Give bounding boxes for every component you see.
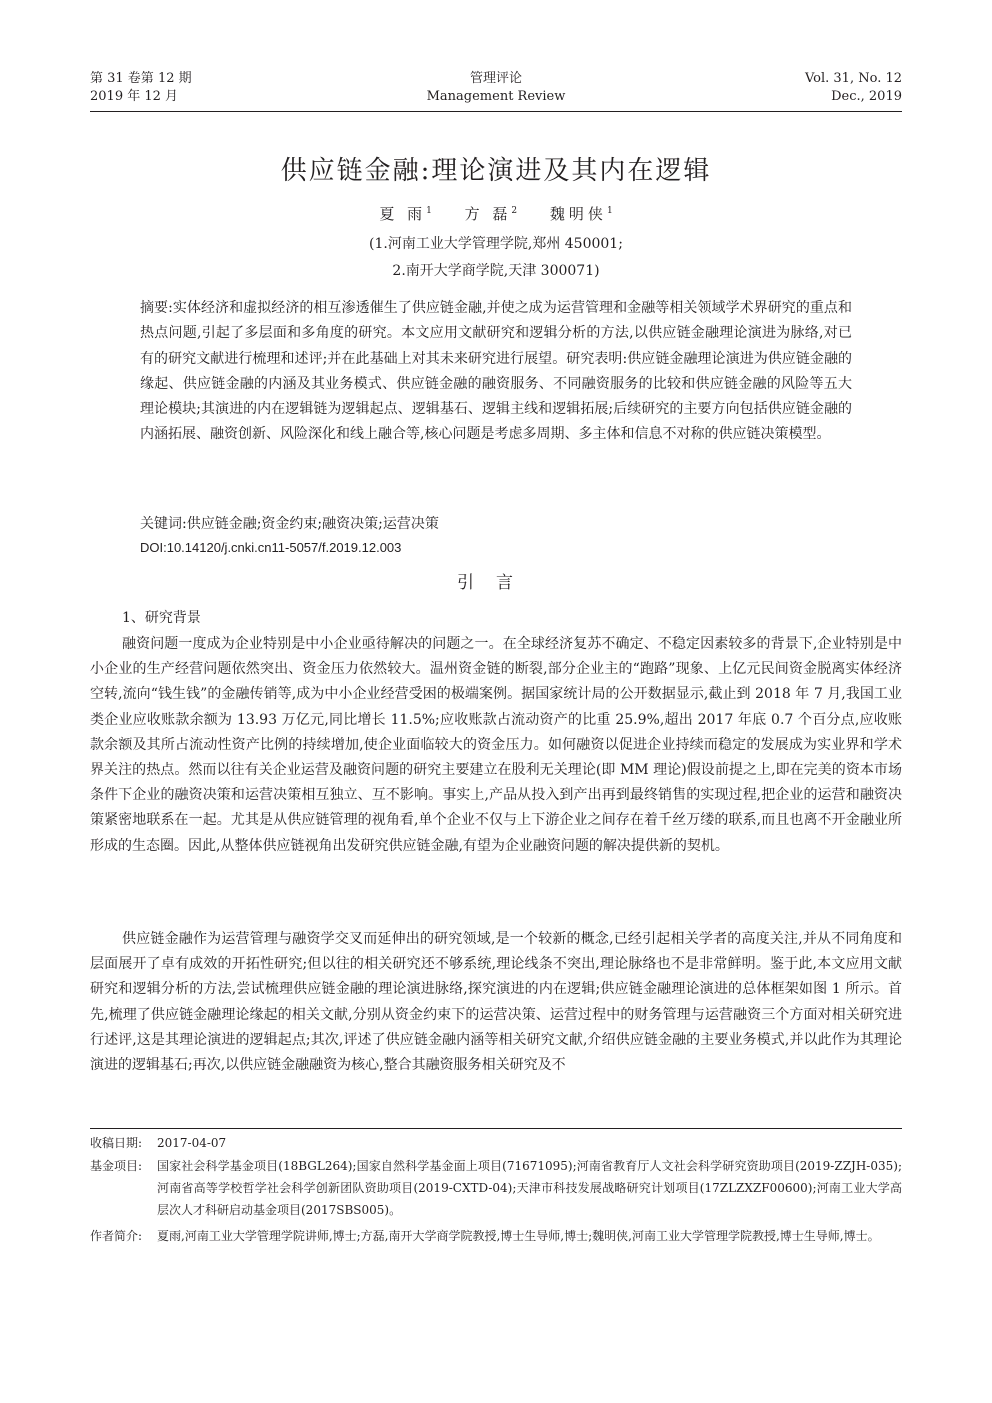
date-cn: 2019 年 12 月 xyxy=(90,89,179,104)
footnote-label: 收稿日期: xyxy=(90,1136,143,1150)
section-heading: 引言 xyxy=(457,573,535,593)
author: 方 磊$^2$ xyxy=(464,205,518,223)
body-paragraph: 供应链金融作为运营管理与融资学交叉而延伸出的研究领域,是一个较新的概念,已经引起相关学者的高度关注,并从不同角度和层面展开了卓有成效的开拓性研究;但以往的相关研究还不够系统,理论线条不突出,理论脉络也不是非常鲜明。鉴于此,本文应用文献研究和逻辑分析的方法,尝试梳理供应链金融的理论演进脉络,探究演进的内在逻辑;供应链金融理论演进的总体框架如图 1 所示。首先,梳理了供应链金融理论缘起的相关文献,分别从资金约束下的运营决策、运营过程中的财务管理与运营融资三个方面对相关研究进行述评,这是其理论演进的逻辑起点;其次,评述了供应链金融内涵等相关研究文献,介绍供应链金融的主要业务模式,并以此作为其理论演进的逻辑基石;再次,以供应链金融融资为核心,整合其融资服务相关研究及不 xyxy=(90,931,902,1074)
footnote-text: 2017-04-07 xyxy=(157,1136,227,1150)
journal-issue-en xyxy=(805,70,902,106)
subsection-heading: 1、研究背景 xyxy=(122,610,201,626)
footnote-rule xyxy=(90,1128,902,1129)
journal-name xyxy=(90,70,902,106)
keywords: 关键词:供应链金融;资金约束;融资决策;运营决策 xyxy=(140,516,439,532)
affiliation: 2.南开大学商学院,天津 300071) xyxy=(392,263,600,279)
affiliation: (1.河南工业大学管理学院,郑州 450001; xyxy=(369,236,623,252)
journal-name-en: Management Review xyxy=(426,89,566,104)
body-paragraph: 融资问题一度成为企业特别是中小企业亟待解决的问题之一。在全球经济复苏不确定、不稳定因素较多的背景下,企业特别是中小企业的生产经营问题依然突出、资金压力依然较大。温州资金链的断裂,部分企业主的“跑路”现象、上亿元民间资金脱离实体经济空转,流向“钱生钱”的金融传销等,成为中小企业经营受困的极端案例。据国家统计局的公开数据显示,截止到 2018 年 7 月,我国工业类企业应收账款余额为 13.93 万亿元,同比增长 11.5%;应收账款占流动资产的比重 25.9%,超出 2017 年底 0.7 个百分点,应收账款余额及其所占流动性资产比例的持续增加,使企业面临较大的资金压力。如何融资以促进企业持续而稳定的发展成为实业界和学术界关注的热点。然而以往有关企业运营及融资问题的研究主要建立在股利无关理论(即 MM 理论)假设前提之上,即在完美的资本市场条件下企业的融资决策和运营决策相互独立、互不影响。事实上,产品从投入到产出再到最终销售的实现过程,把企业的运营和融资决策紧密地联系在一起。尤其是从供应链管理的视角看,单个企业不仅与上下游企业之间存在着千丝万缕的联系,而且也离不开金融业所形成的生态圈。因此,从整体供应链视角出发研究供应链金融,有望为企业融资问题的解决提供新的契机。 xyxy=(90,636,902,854)
volume-issue-cn: 第 31 卷第 12 期 xyxy=(90,71,192,86)
author: 夏 雨$^1$ xyxy=(379,205,432,223)
author-list xyxy=(0,203,992,224)
footnote-label: 作者简介: xyxy=(90,1229,143,1243)
footnote-text: 夏雨,河南工业大学管理学院讲师,博士;方磊,南开大学商学院教授,博士生导师,博士;魏明侠,河南工业大学管理学院教授,博士生导师,博士。 xyxy=(157,1229,880,1243)
footnote-text: 国家社会科学基金项目(18BGL264);国家自然科学基金面上项目(71671095);河南省教育厅人文社会科学研究资助项目(2019-ZZJH-035);河南省高等学校哲学社会科学创新团队资助项目(2019-CXTD-04);天津市科技发展战略研究计划项目(17ZLZXZF00600);河南工业大学高层次人才科研启动基金项目(2017SBS005)。 xyxy=(157,1159,902,1217)
abstract: 摘要:实体经济和虚拟经济的相互渗透催生了供应链金融,并使之成为运营管理和金融等相关领域学术界研究的重点和热点问题,引起了多层面和多角度的研究。本文应用文献研究和逻辑分析的方法,以供应链金融理论演进为脉络,对已有的研究文献进行梳理和述评;并在此基础上对其未来研究进行展望。研究表明:供应链金融理论演进为供应链金融的缘起、供应链金融的内涵及其业务模式、供应链金融的融资服务、不同融资服务的比较和供应链金融的风险等五大理论模块;其演进的内在逻辑链为逻辑起点、逻辑基石、逻辑主线和逻辑拓展;后续研究的主要方向包括供应链金融的内涵拓展、融资创新、风险深化和线上融合等,核心问题是考虑多周期、多主体和信息不对称的供应链决策模型。 xyxy=(140,300,852,443)
footnote-label: 基金项目: xyxy=(90,1159,143,1173)
volume-issue-en: Vol. 31, No. 12 xyxy=(804,71,902,86)
journal-name-cn: 管理评论 xyxy=(469,71,522,86)
running-header xyxy=(90,70,902,110)
author: 魏明侠$^1$ xyxy=(549,205,613,223)
date-en: Dec., 2019 xyxy=(831,89,902,104)
paper-title: 供应链金融:理论演进及其内在逻辑 xyxy=(280,156,712,186)
doi: DOI:10.14120/j.cnki.cn11-5057/f.2019.12.003 xyxy=(140,540,402,555)
header-rule xyxy=(90,111,902,112)
